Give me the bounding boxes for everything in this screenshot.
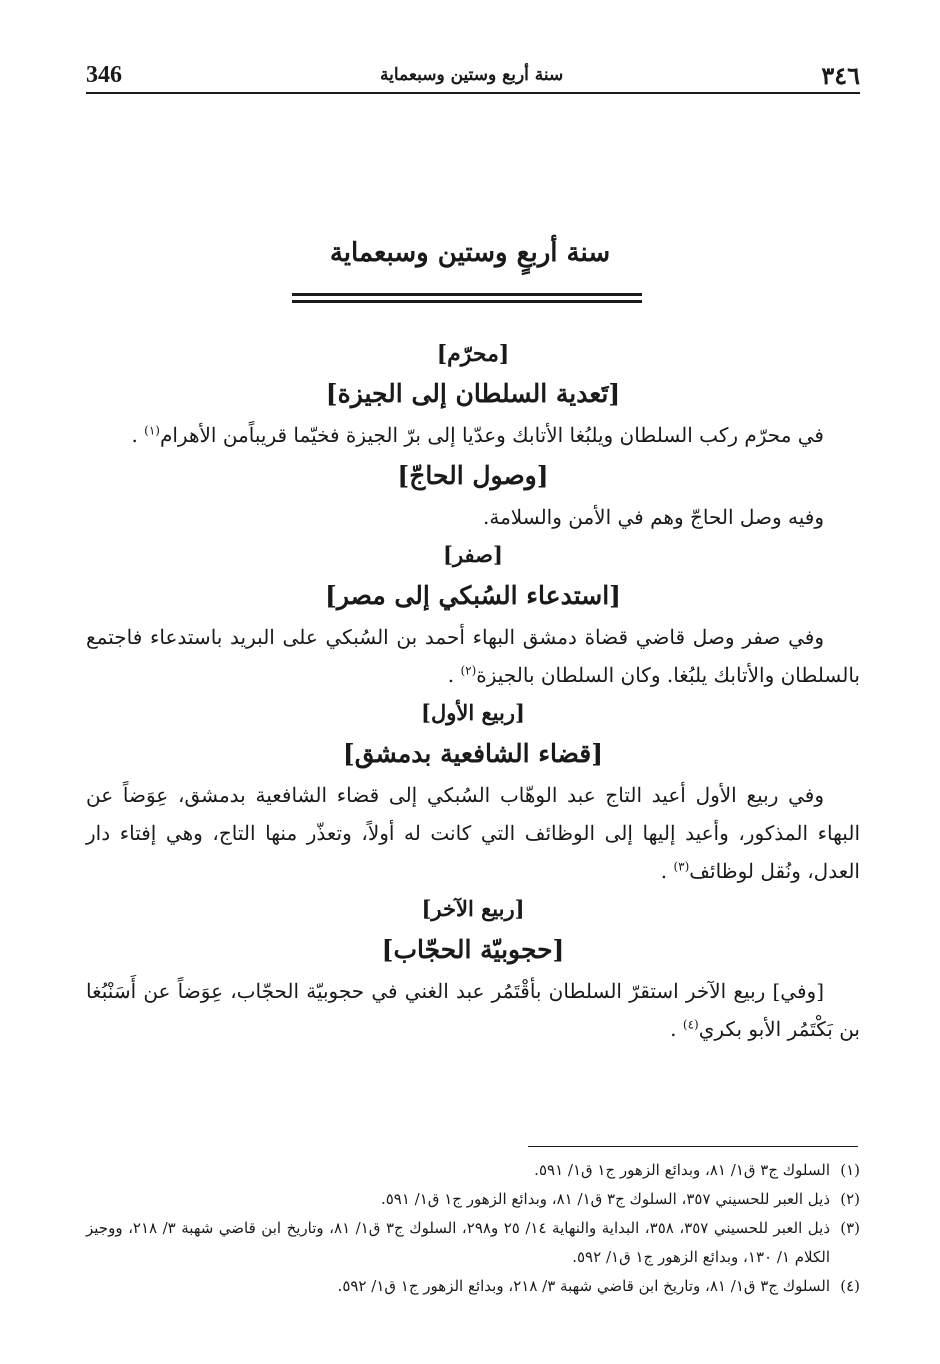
running-title: سنة أربع وستين وسبعماية xyxy=(380,65,564,85)
footnote-text: ذيل العبر للحسيني ٣٥٧، السلوك ج٣ ق١/ ٨١، وبدائع الزهور ج١ ق١/ ٥٩١. xyxy=(380,1190,830,1208)
paragraph-text: وفي ربيع الأول أعيد التاج عبد الوهّاب السُبكي إلى قضاء الشافعية بدمشق، عِوَضاً عن البهاء المذكور، وأعيد إليها إلى الوظائف التي كانت له أولاً، وتعذّر منها التاج، وهي إفتاء دار العدل، ونُقل لوظائف xyxy=(86,783,860,883)
paragraph-text: وفي صفر وصل قاضي قضاة دمشق البهاء أحمد بن السُبكي على البريد باستدعاء فاجتمع بالسلطان والأتابك يلبُغا. وكان السلطان بالجيزة xyxy=(86,625,860,687)
paragraph xyxy=(86,498,860,536)
paragraph-tail: . xyxy=(131,423,145,447)
year-title: سنة أربعٍ وستين وسبعماية xyxy=(329,238,611,268)
footnote-ref: (٤) xyxy=(682,1017,699,1032)
section-heading: [تَعدية السلطان إلى الجيزة] xyxy=(325,379,621,408)
running-header xyxy=(86,58,860,94)
footnote-number: (١) xyxy=(840,1161,860,1179)
section-heading: [حجوبيّة الحجّاب] xyxy=(381,935,565,964)
paragraph-text: في محرّم ركب السلطان ويلبُغا الأتابك وعدّيا إلى برّ الجيزة فخيّما قريباًمن الأهرام xyxy=(159,423,824,447)
month-heading-safar: [صفر] xyxy=(443,542,503,567)
page-number-arabic: ٣٤٦ xyxy=(821,60,860,90)
title-double-rule xyxy=(292,293,642,303)
footnote-number: (٢) xyxy=(840,1190,860,1208)
footnote-number: (٤) xyxy=(840,1277,860,1295)
title-rule-bottom xyxy=(292,300,642,303)
footnote xyxy=(86,1272,860,1301)
footnote-ref: (١) xyxy=(144,423,160,438)
paragraph xyxy=(86,416,860,454)
paragraph xyxy=(86,618,860,694)
paragraph xyxy=(86,972,860,1048)
month-heading-rabi-al-akhir: [ربيع الآخر] xyxy=(421,896,525,921)
footnote xyxy=(86,1185,860,1214)
paragraph-tail: . xyxy=(670,1017,683,1041)
footnote-text: السلوك ج٣ ق١/ ٨١، وبدائع الزهور ج١ ق١/ ٥٩١. xyxy=(534,1161,830,1179)
page-number-latin: 346 xyxy=(86,61,122,88)
footnotes xyxy=(86,1156,860,1301)
month-heading-rabi-al-awwal: [ربيع الأول] xyxy=(421,700,525,725)
paragraph-tail: . xyxy=(660,859,674,883)
footnote-ref: (٣) xyxy=(673,859,690,874)
section-heading: [قضاء الشافعية بدمشق] xyxy=(342,739,604,768)
footnote xyxy=(86,1214,860,1272)
footnote-ref: (٢) xyxy=(460,663,477,678)
footnote-text: السلوك ج٣ ق١/ ٨١، وتاريخ ابن قاضي شهبة ٣/ ٢١٨، وبدائع الزهور ج١ ق١/ ٥٩٢. xyxy=(337,1277,830,1295)
footnote-separator xyxy=(528,1146,858,1147)
title-rule-top xyxy=(292,293,642,296)
footnote xyxy=(86,1156,860,1185)
month-heading-muharram: [محرّم] xyxy=(436,341,510,367)
footnote-number: (٣) xyxy=(840,1219,860,1237)
main-text xyxy=(86,336,860,1048)
footnote-text: ذيل العبر للحسيني ٣٥٧، ٣٥٨، البداية والنهاية ١٤/ ٢٥ و٢٩٨، السلوك ج٣ ق١/ ٨١، وتاريخ ابن قاضي شهبة ٣/ ٢١٨، ووجيز الكلام ١/ ١٣٠، وبدائع الزهور ج١ ق١/ ٥٩٢. xyxy=(86,1219,831,1266)
paragraph-text: [وفي] ربيع الآخر استقرّ السلطان بأقْتَمُر عبد الغني في حجوبيّة الحجّاب، عِوَضاً عن أَسَنْبُغا بن بَكْتَمُر الأبو بكري xyxy=(86,979,860,1041)
section-heading: [استدعاء السُبكي إلى مصر] xyxy=(325,581,621,610)
section-heading: [وصول الحاجّ] xyxy=(397,461,549,490)
paragraph xyxy=(86,776,860,890)
paragraph-text: وفيه وصل الحاجّ وهم في الأمن والسلامة. xyxy=(483,505,824,529)
paragraph-tail: . xyxy=(447,663,461,687)
